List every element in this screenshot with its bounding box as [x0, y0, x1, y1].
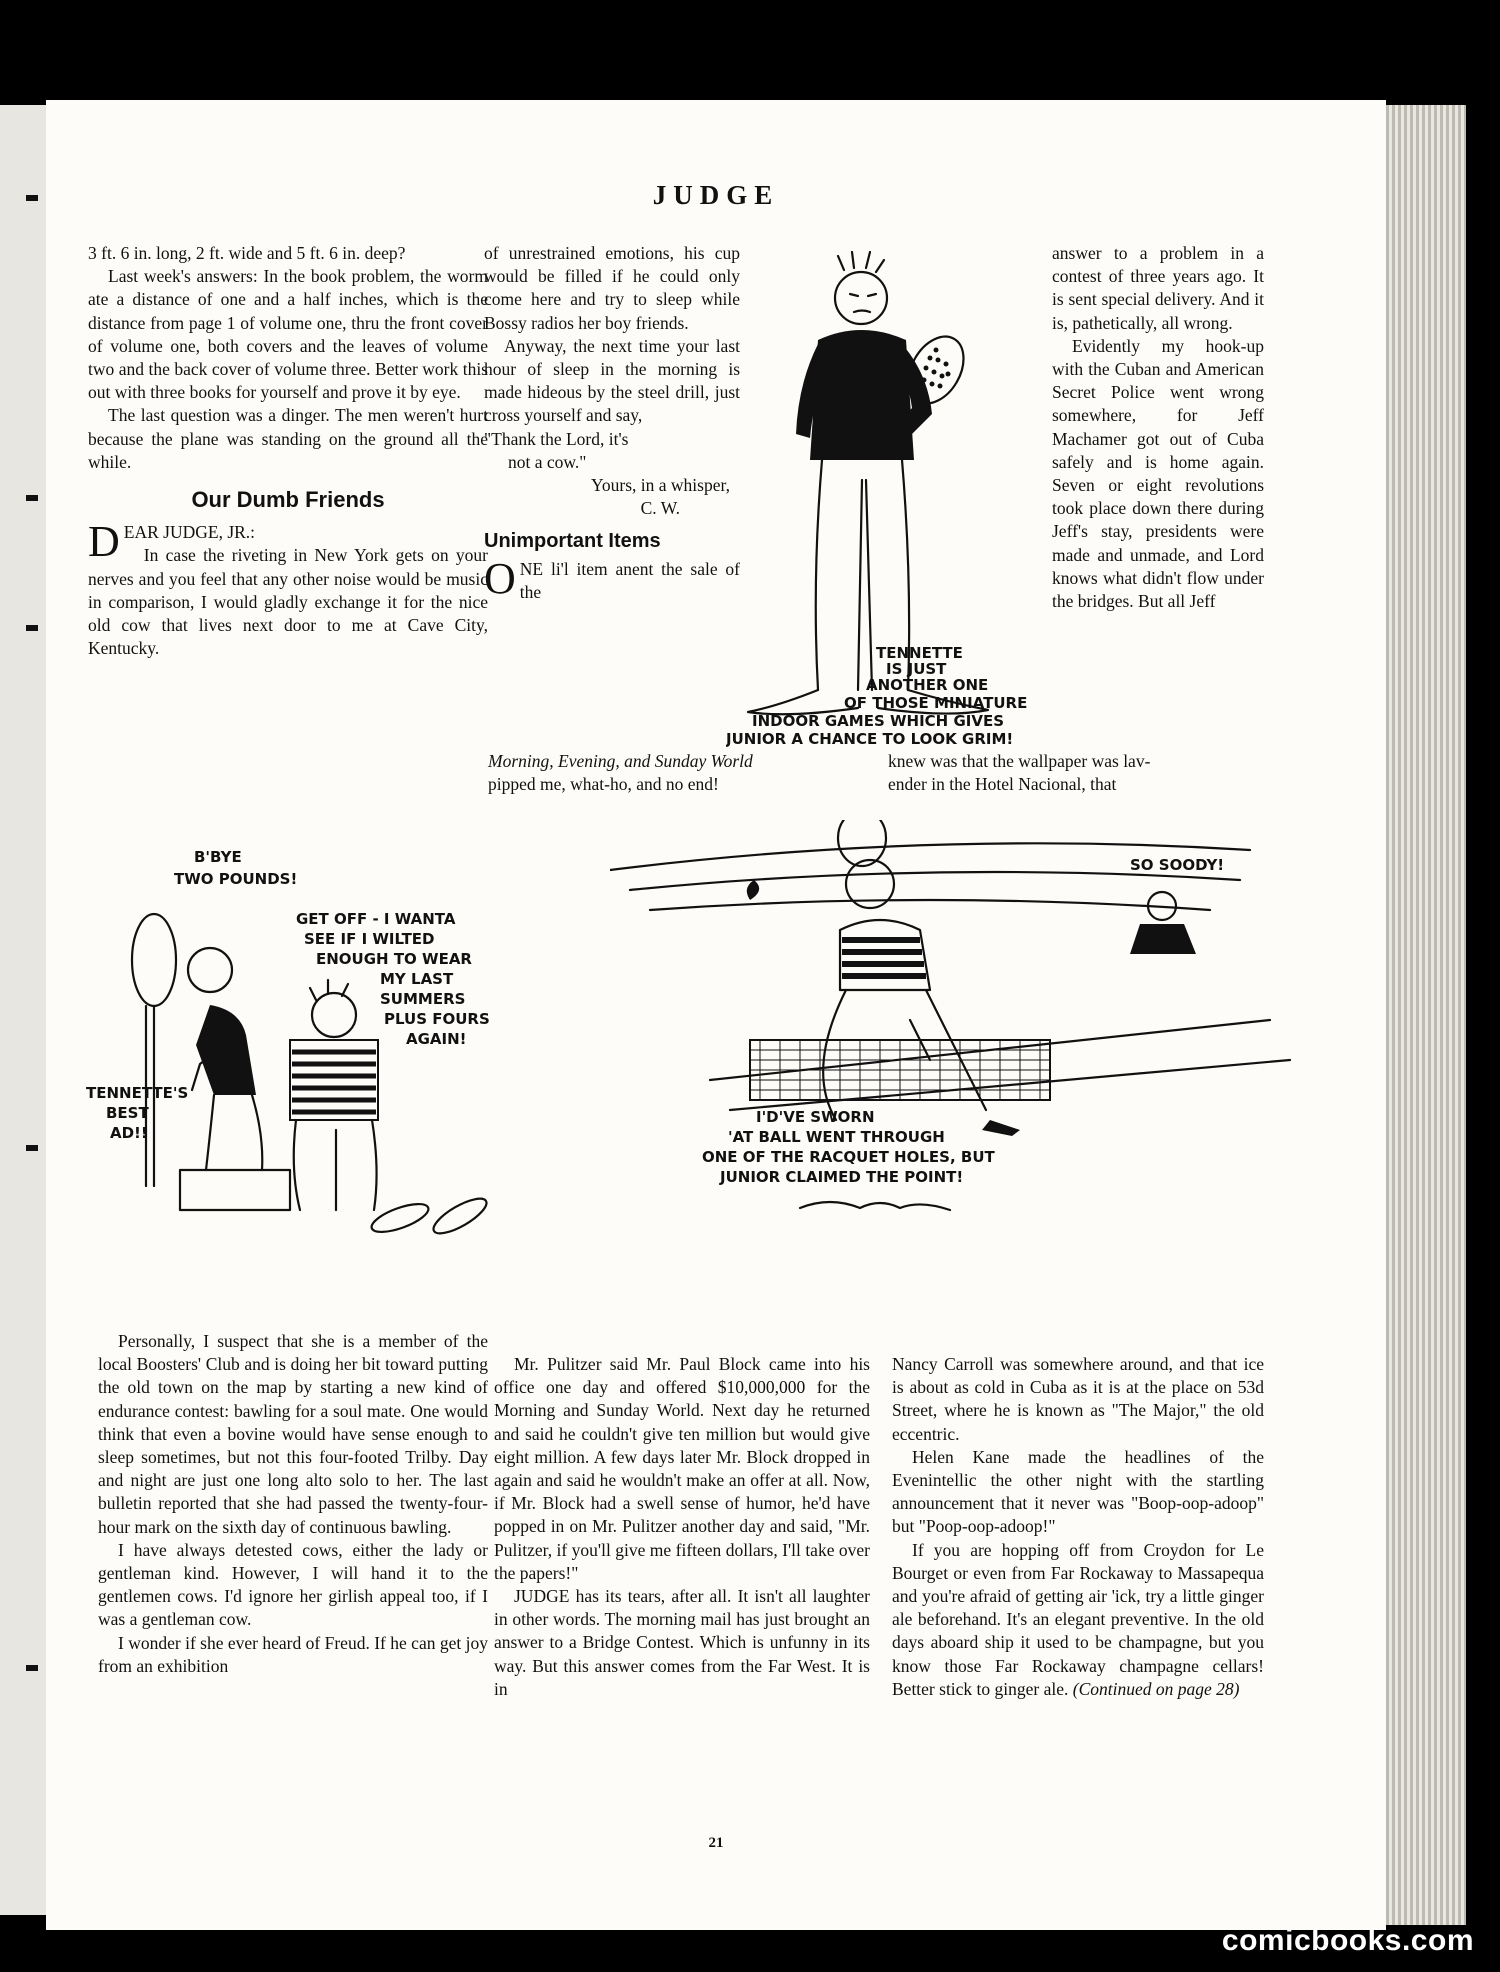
col3-para-2: Evidently my hook-up with the Cuban and American Secret Police went wrong somewhere, for Jeff Machamer got out of Cuba safely and is home again. Seven or eight revolutions took place down there during Jeff's stay, presidents were made and unmade, and Lord knows what didn't flow under the bridges. But all Jeff [1052, 335, 1264, 612]
scale-side-2: BEST [106, 1104, 149, 1122]
tennis-caption-2: 'AT BALL WENT THROUGH [728, 1128, 945, 1146]
tennis-caption-4: JUNIOR CLAIMED THE POINT! [720, 1168, 964, 1186]
scale-bubble-2b: SEE IF I WILTED [304, 930, 435, 948]
continued-note: (Continued on page 28) [1072, 1678, 1240, 1699]
cartoon-standing-player [726, 240, 1056, 750]
item-smallcaps: NE [519, 558, 544, 579]
col2-item [484, 553, 741, 604]
scale-bubble-2e: SUMMERS [380, 990, 466, 1008]
bottom-col1-para-3: I wonder if she ever heard of Freud. If he can get joy from an exhibition [98, 1632, 488, 1676]
col1-para-3: The last question was a dinger. The men weren't hurt because the plane was standing on the ground all the while. [88, 405, 488, 472]
col2-para-2: Anyway, the next time your last hour of sleep in the morning is made hideous by the steel drill, just cross yourself and say, [484, 335, 740, 426]
scale-bubble-1b: TWO POUNDS! [174, 870, 298, 888]
left-page-edge [0, 105, 49, 1915]
scale-bubble-2a: GET OFF - I WANTA [296, 910, 456, 928]
top-caption-3: ANOTHER ONE [866, 676, 989, 694]
bottom-col3-para-3 [892, 1539, 1264, 1701]
page-edges [1386, 105, 1466, 1925]
col1-para-1: 3 ft. 6 in. long, 2 ft. wide and 5 ft. 6 in. deep? [88, 243, 406, 263]
bottom-col1-para-1: Personally, I suspect that she is a member of the local Boosters' Club and is doing her bit toward putting the old town on the map by starting a new kind of endurance contest: bawling for a soul mate. One would think that even a bovine would have sense enough to sleep sometimes, but not this four-footed Trilby. Day and night are just one long alto solo to her. The last bulletin reported that she had passed the twenty-four-hour mark on the sixth day of continuous bawling. [98, 1331, 488, 1537]
page-number: 21 [708, 1835, 724, 1851]
top-caption-4: OF THOSE MINIATURE [844, 694, 1028, 712]
letter-salutation [88, 517, 488, 567]
head-drawing [835, 272, 887, 324]
item-text: li'l item anent the sale of the [519, 558, 741, 602]
col3-wide-line-1: knew was that the wallpaper was lav- [888, 751, 1151, 771]
cartoon-tennis [610, 820, 1320, 1230]
col2-signature: C. W. [640, 498, 680, 519]
judge-smallcaps: JUDGE [514, 1586, 570, 1607]
col2-closing: Yours, in a whisper, [591, 475, 730, 496]
page-header: JUDGE [652, 180, 780, 210]
bottom-col1-para-2: I have always detested cows, either the lady or gentleman kind. However, I will hand it to the gentlemen cows. I'd ignore her girlish appeal too, if I was a gentleman cow. [98, 1539, 488, 1630]
bottom-column-3 [892, 1353, 1264, 1701]
bottom-col2-para-2 [494, 1585, 870, 1701]
top-caption-1: TENNETTE [876, 644, 963, 662]
bottom-col3-para-2: Helen Kane made the headlines of the Evenintellic the other night with the startling announcement that it never was "Boop-oop-adoop" but "Poop-oop-adoop!" [892, 1446, 1264, 1537]
column-1 [88, 242, 488, 660]
scale-side-1: TENNETTE'S [86, 1084, 189, 1102]
top-caption-5: INDOOR GAMES WHICH GIVES [752, 712, 1004, 730]
scale-bubble-2g: AGAIN! [406, 1030, 467, 1048]
col2-quote-1: "Thank the Lord, it's [484, 428, 629, 449]
bottom-column-2 [494, 1353, 870, 1701]
magazine-page [46, 100, 1386, 1930]
col2-wide-line-2: pipped me, what-ho, and no end! [488, 774, 719, 794]
top-caption-6: JUNIOR A CHANCE TO LOOK GRIM! [726, 730, 1014, 748]
col2-para-1: of unrestrained emotions, his cup would be filled if he could only come here and try to sleep while Bossy radios her boy friends. [484, 243, 740, 333]
scale-bubble-2d: MY LAST [380, 970, 454, 988]
bottom-column-1 [98, 1330, 488, 1678]
tennis-caption-3: ONE OF THE RACQUET HOLES, BUT [702, 1148, 995, 1166]
col2-quote-2: not a cow." [508, 451, 587, 472]
tennis-caption-1: I'D'VE SWORN [756, 1108, 875, 1126]
scale-side-3: AD!! [110, 1124, 148, 1142]
scale-bubble-2c: ENOUGH TO WEAR [316, 950, 472, 968]
section-heading-our-dumb-friends: Our Dumb Friends [191, 487, 385, 513]
scale-bubble-1a: B'BYE [194, 848, 242, 866]
col3-wide-line-2: ender in the Hotel Nacional, that [888, 774, 1117, 794]
col1-para-2: Last week's answers: In the book problem, the worm ate a distance of one and a half inches, which is the distance from page 1 of volume one, thru the front cover of volume one, both covers and the leaves of volume two and the back cover of volume three. Better work this out with three books for yourself and prove it by eye. [88, 266, 488, 403]
tennis-sorry: SO SOODY! [1130, 856, 1225, 874]
bottom-col2-para-1: Mr. Pulitzer said Mr. Paul Block came into his office one day and offered $10,000,000 for the Morning and Sunday World. Next day he returned and said he couldn't give ten million but would give eight million. A few days later Mr. Block dropped in again and said he wouldn't make an offer at all. Now, if Mr. Block had a swell sense of humor, he'd have popped in on Mr. Pulitzer another day and said, "Mr. Pulitzer, if you'll give me fifteen dollars, I'll take over the papers!" [494, 1354, 870, 1583]
top-caption-2: IS JUST [886, 660, 947, 678]
scale-platform [180, 1170, 290, 1210]
salutation-text: EAR JUDGE, JR.: [123, 522, 256, 543]
bottom-col2-para-2-text: has its tears, after all. It isn't all laughter in other words. The morning mail has just brought an answer to a Bridge Contest. Which is unfunny in its way. But this answer comes from the Far West. It is in [494, 1586, 871, 1699]
bottom-col3-para-1: Nancy Carroll was somewhere around, and that ice is about as cold in Cuba as it is at the place on 53d Street, where he is known as "The Major," the old eccentric. [892, 1354, 1264, 1444]
col1-para-4: In case the riveting in New York gets on your nerves and you feel that any other noise would be music in comparison, I would gladly exchange it for the nice old cow that lives next door to me at Cave City, Kentucky. [88, 545, 488, 659]
bottom-col3-para-3-text: If you are hopping off from Croydon for Le Bourget or even from Far Rockaway to Massapequa and you're afraid of getting air 'ick, try a little ginger ale beforehand. It's an elegant preventive. In the old days aboard ship it used to be champagne, but you know those Far Rockaway champagne cellars! Better stick to ginger ale. [892, 1539, 1264, 1699]
column-2 [484, 242, 740, 604]
drop-cap: D [88, 517, 120, 567]
col2-wide-line-1: Morning, Evening, and Sunday World [488, 751, 753, 771]
watermark: comicbooks.com [1221, 1924, 1474, 1957]
drop-cap-o: O [484, 553, 516, 603]
cartoon-scale [80, 840, 530, 1240]
scale-bubble-2f: PLUS FOURS [384, 1010, 490, 1028]
scale-dial [132, 914, 176, 1006]
artist-signature [800, 1202, 950, 1210]
section-heading-unimportant-items: Unimportant Items [484, 530, 661, 553]
col3-para-1: answer to a problem in a contest of three years ago. It is sent special delivery. And it is, pathetically, all wrong. [1052, 243, 1264, 333]
column-3 [1052, 242, 1264, 613]
racquet-holes [922, 348, 951, 389]
